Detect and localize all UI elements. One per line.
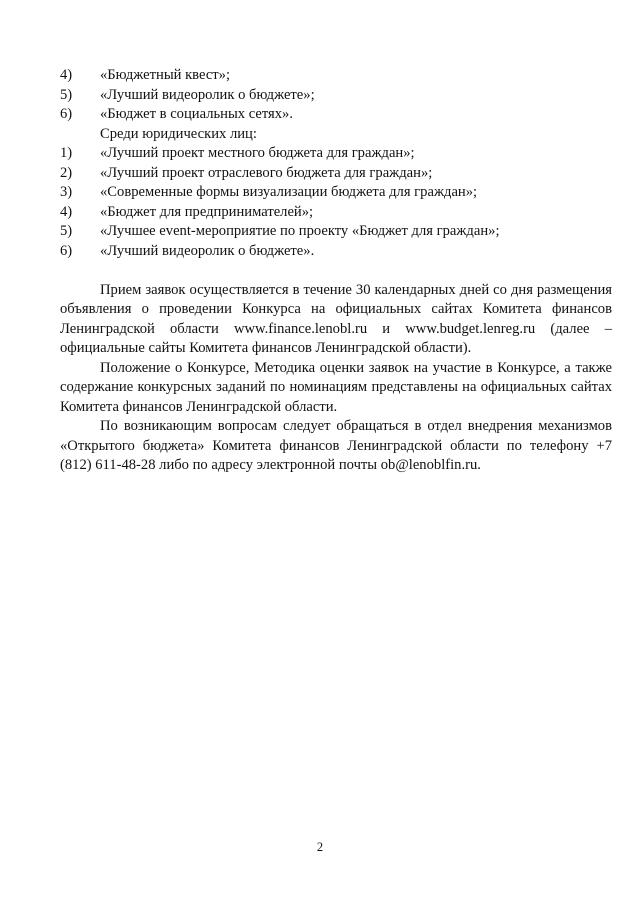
page-number: 2 [316,840,324,854]
list-text: «Бюджет в социальных сетях». [100,106,293,122]
list-number: 4) [60,67,73,83]
legal-entities-heading: Среди юридических лиц: [100,125,257,142]
document-body [60,66,612,476]
list-number: 6) [60,242,73,259]
list-number: 4) [60,203,73,220]
list-text: «Лучший проект местного бюджета для граждан»; [100,145,415,161]
list-text: «Лучшее event-мероприятие по проекту «Бюджет для граждан»; [100,223,500,239]
list-item-legal-4 [60,203,612,223]
list-number: 1) [60,145,73,161]
list-number: 5) [60,86,73,103]
list-item-legal-3 [60,183,612,203]
list-number: 2) [60,164,73,181]
list-text: «Лучший проект отраслевого бюджета для граждан»; [100,164,433,181]
list-number: 6) [60,106,73,122]
list-text: «Лучший видеоролик о бюджете»; [100,86,315,103]
list-item-legal-5 [60,222,612,242]
list-item-legal-2 [60,164,612,184]
list-item-individual-5 [60,86,612,106]
list-text: «Лучший видеоролик о бюджете». [100,242,315,259]
paragraph-application-period: Прием заявок осуществляется в течение 30 календарных дней со дня размещения объявления о проведении Конкурса на официальных сайтах Комитета финансов Ленинградской области www.finance.lenobl.ru и www.budget.lenreg.ru (далее – официальные сайты Комитета финансов Ленинградской области). [60,281,612,356]
list-item-legal-1 [60,144,612,164]
list-text: «Бюджетный квест»; [100,67,231,83]
list-item-legal-6 [60,242,612,262]
list-number: 3) [60,184,73,200]
list-text: «Бюджет для предпринимателей»; [100,203,314,220]
list-item-individual-4 [60,66,612,86]
paragraph-contest-regulations: Положение о Конкурсе, Методика оценки заявок на участие в Конкурсе, а также содержание конкурсных заданий по номинациям представлены на официальных сайтах Комитета финансов Ленинградской области. [60,359,612,415]
blank-line [60,261,612,281]
list-number: 5) [60,223,73,239]
paragraph-contact-info: По возникающим вопросам следует обращаться в отдел внедрения механизмов «Открытого бюджета» Комитета финансов Ленинградской области по телефону +7 (812) 611-48-28 либо по адресу электронной почты ob@lenoblfin.ru. [60,418,612,473]
list-text: «Современные формы визуализации бюджета для граждан»; [100,184,478,200]
list-item-individual-6 [60,105,612,125]
